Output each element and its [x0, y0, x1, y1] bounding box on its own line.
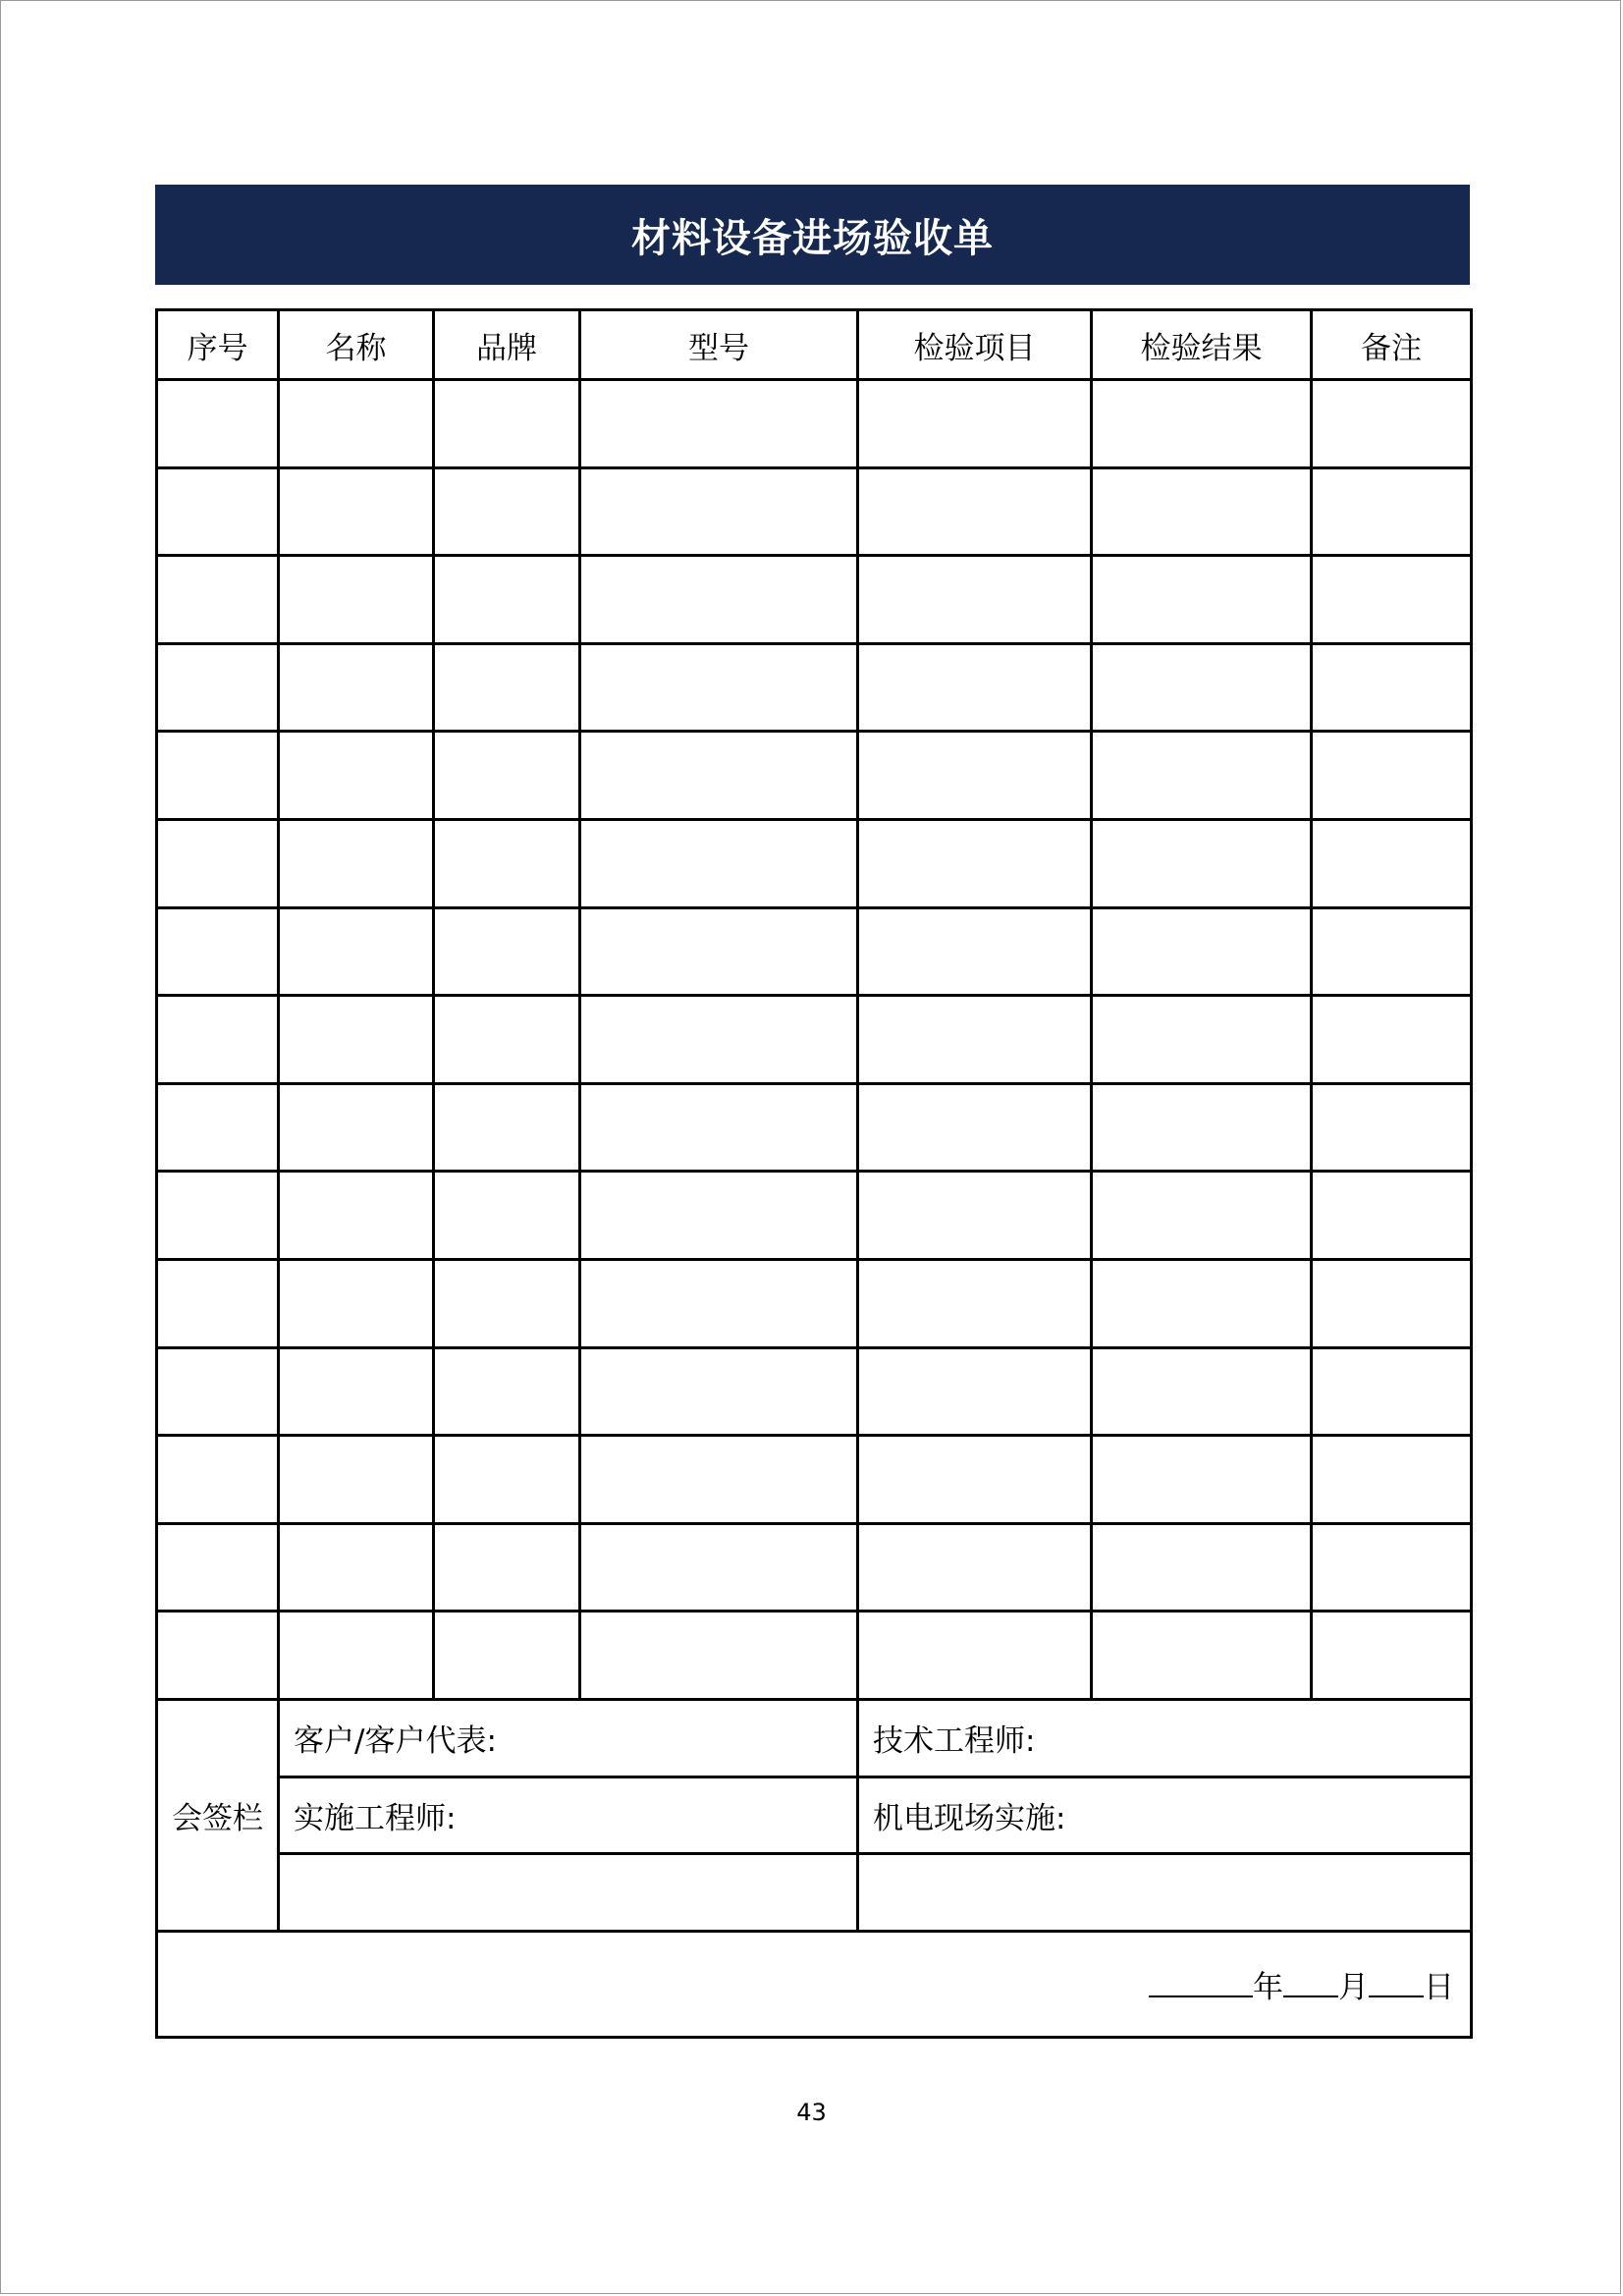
- inspection-item-cell[interactable]: [858, 732, 1092, 820]
- inspection-item-cell[interactable]: [858, 907, 1092, 996]
- inspection-item-cell[interactable]: [858, 996, 1092, 1084]
- brand-cell[interactable]: [434, 996, 580, 1084]
- inspection-item-cell[interactable]: [858, 643, 1092, 732]
- model-cell[interactable]: [580, 1523, 858, 1612]
- table-row: [157, 907, 1472, 996]
- remarks-cell[interactable]: [1312, 819, 1472, 907]
- name-cell[interactable]: [279, 1523, 434, 1612]
- brand-cell[interactable]: [434, 1172, 580, 1260]
- name-cell[interactable]: [279, 556, 434, 644]
- remarks-cell[interactable]: [1312, 1612, 1472, 1700]
- serial-number-cell[interactable]: [157, 1612, 279, 1700]
- remarks-cell[interactable]: [1312, 467, 1472, 556]
- inspection-result-cell[interactable]: [1092, 732, 1312, 820]
- serial-number-cell[interactable]: [157, 1347, 279, 1436]
- table-row: [157, 643, 1472, 732]
- inspection-result-cell[interactable]: [1092, 1172, 1312, 1260]
- model-cell[interactable]: [580, 1347, 858, 1436]
- inspection-result-cell[interactable]: [1092, 380, 1312, 468]
- table-row: [157, 380, 1472, 468]
- remarks-cell[interactable]: [1312, 1259, 1472, 1347]
- brand-cell[interactable]: [434, 819, 580, 907]
- signature-section: [157, 1699, 1472, 2037]
- table-row: [157, 1436, 1472, 1524]
- brand-cell[interactable]: [434, 556, 580, 644]
- serial-number-cell[interactable]: [157, 819, 279, 907]
- remarks-cell[interactable]: [1312, 1347, 1472, 1436]
- remarks-cell[interactable]: [1312, 1083, 1472, 1172]
- serial-number-cell[interactable]: [157, 556, 279, 644]
- signature-row-3: [157, 1854, 1472, 1932]
- model-cell[interactable]: [580, 996, 858, 1084]
- table-row: [157, 1612, 1472, 1700]
- inspection-item-cell[interactable]: [858, 1436, 1092, 1524]
- year-label: 年: [1253, 1969, 1283, 2005]
- header-brand: 品牌: [434, 310, 580, 380]
- table-row: [157, 1523, 1472, 1612]
- brand-cell[interactable]: [434, 1523, 580, 1612]
- remarks-cell[interactable]: [1312, 732, 1472, 820]
- model-cell[interactable]: [580, 1612, 858, 1700]
- table-row: [157, 732, 1472, 820]
- serial-number-cell[interactable]: [157, 380, 279, 468]
- tech-engineer-signature-field[interactable]: 技术工程师:: [858, 1699, 1472, 1777]
- brand-cell[interactable]: [434, 467, 580, 556]
- name-cell[interactable]: [279, 1436, 434, 1524]
- name-cell[interactable]: [279, 467, 434, 556]
- inspection-item-cell[interactable]: [858, 819, 1092, 907]
- inspection-item-cell[interactable]: [858, 380, 1092, 468]
- signature-row-1: [157, 1699, 1472, 1777]
- serial-number-cell[interactable]: [157, 907, 279, 996]
- header-serial-number: 序号: [157, 310, 279, 380]
- inspection-result-cell[interactable]: [1092, 996, 1312, 1084]
- month-blank[interactable]: [1283, 1966, 1338, 1997]
- signature-row-2: [157, 1777, 1472, 1854]
- remarks-cell[interactable]: [1312, 1523, 1472, 1612]
- brand-cell[interactable]: [434, 1436, 580, 1524]
- name-cell[interactable]: [279, 996, 434, 1084]
- header-remarks: 备注: [1312, 310, 1472, 380]
- brand-cell[interactable]: [434, 1259, 580, 1347]
- inspection-item-cell[interactable]: [858, 556, 1092, 644]
- inspection-item-cell[interactable]: [858, 1259, 1092, 1347]
- serial-number-cell[interactable]: [157, 1436, 279, 1524]
- remarks-cell[interactable]: [1312, 556, 1472, 644]
- inspection-result-cell[interactable]: [1092, 819, 1312, 907]
- month-label: 月: [1338, 1969, 1369, 2005]
- remarks-cell[interactable]: [1312, 1436, 1472, 1524]
- remarks-cell[interactable]: [1312, 643, 1472, 732]
- page-number: 43: [796, 2099, 827, 2126]
- header-inspection-item: 检验项目: [858, 310, 1092, 380]
- inspection-result-cell[interactable]: [1092, 1523, 1312, 1612]
- inspection-result-cell[interactable]: [1092, 556, 1312, 644]
- impl-engineer-signature-field[interactable]: 实施工程师:: [279, 1777, 858, 1854]
- day-label: 日: [1424, 1969, 1454, 2005]
- inspection-result-cell[interactable]: [1092, 1436, 1312, 1524]
- header-inspection-result: 检验结果: [1092, 310, 1312, 380]
- serial-number-cell[interactable]: [157, 1083, 279, 1172]
- table-row: [157, 819, 1472, 907]
- table-row: [157, 996, 1472, 1084]
- name-cell[interactable]: [279, 907, 434, 996]
- model-cell[interactable]: [580, 643, 858, 732]
- table-row: [157, 1172, 1472, 1260]
- form-title: 材料设备进场验收单: [631, 215, 994, 261]
- model-cell[interactable]: [580, 1436, 858, 1524]
- brand-cell[interactable]: [434, 1612, 580, 1700]
- model-cell[interactable]: [580, 380, 858, 468]
- inspection-item-cell[interactable]: [858, 1347, 1092, 1436]
- inspection-result-cell[interactable]: [1092, 1259, 1312, 1347]
- model-cell[interactable]: [580, 1259, 858, 1347]
- brand-cell[interactable]: [434, 643, 580, 732]
- serial-number-cell[interactable]: [157, 643, 279, 732]
- data-rows: [157, 380, 1472, 1700]
- date-row: [157, 1931, 1472, 2037]
- header-name: 名称: [279, 310, 434, 380]
- name-cell[interactable]: [279, 643, 434, 732]
- name-cell[interactable]: [279, 1259, 434, 1347]
- signature-section-label: 会签栏: [157, 1699, 279, 1931]
- table-row: [157, 467, 1472, 556]
- serial-number-cell[interactable]: [157, 467, 279, 556]
- acceptance-form-table: [155, 308, 1473, 2039]
- inspection-result-cell[interactable]: [1092, 907, 1312, 996]
- name-cell[interactable]: [279, 732, 434, 820]
- brand-cell[interactable]: [434, 907, 580, 996]
- name-cell[interactable]: [279, 1347, 434, 1436]
- inspection-result-cell[interactable]: [1092, 643, 1312, 732]
- header-model: 型号: [580, 310, 858, 380]
- title-banner: [155, 185, 1470, 285]
- inspection-result-cell[interactable]: [1092, 1083, 1312, 1172]
- model-cell[interactable]: [580, 1172, 858, 1260]
- year-blank[interactable]: [1149, 1966, 1253, 1997]
- serial-number-cell[interactable]: [157, 1172, 279, 1260]
- model-cell[interactable]: [580, 732, 858, 820]
- mep-site-signature-field[interactable]: 机电现场实施:: [858, 1777, 1472, 1854]
- brand-cell[interactable]: [434, 732, 580, 820]
- table-row: [157, 1083, 1472, 1172]
- inspection-item-cell[interactable]: [858, 467, 1092, 556]
- day-blank[interactable]: [1369, 1966, 1424, 1997]
- model-cell[interactable]: [580, 819, 858, 907]
- inspection-item-cell[interactable]: [858, 1612, 1092, 1700]
- date-field: [157, 1931, 1472, 2037]
- serial-number-cell[interactable]: [157, 1259, 279, 1347]
- table-row: [157, 1259, 1472, 1347]
- name-cell[interactable]: [279, 1612, 434, 1700]
- remarks-cell[interactable]: [1312, 380, 1472, 468]
- inspection-result-cell[interactable]: [1092, 1347, 1312, 1436]
- inspection-item-cell[interactable]: [858, 1172, 1092, 1260]
- blank-signature-field-left[interactable]: [279, 1854, 858, 1932]
- brand-cell[interactable]: [434, 1347, 580, 1436]
- header-row: [157, 310, 1472, 380]
- remarks-cell[interactable]: [1312, 996, 1472, 1084]
- name-cell[interactable]: [279, 1083, 434, 1172]
- name-cell[interactable]: [279, 380, 434, 468]
- brand-cell[interactable]: [434, 380, 580, 468]
- customer-signature-field[interactable]: 客户/客户代表:: [279, 1699, 858, 1777]
- inspection-result-cell[interactable]: [1092, 1612, 1312, 1700]
- name-cell[interactable]: [279, 1172, 434, 1260]
- model-cell[interactable]: [580, 556, 858, 644]
- model-cell[interactable]: [580, 1083, 858, 1172]
- table-row: [157, 556, 1472, 644]
- table-row: [157, 1347, 1472, 1436]
- remarks-cell[interactable]: [1312, 1172, 1472, 1260]
- model-cell[interactable]: [580, 907, 858, 996]
- inspection-result-cell[interactable]: [1092, 467, 1312, 556]
- remarks-cell[interactable]: [1312, 907, 1472, 996]
- inspection-item-cell[interactable]: [858, 1083, 1092, 1172]
- brand-cell[interactable]: [434, 1083, 580, 1172]
- serial-number-cell[interactable]: [157, 1523, 279, 1612]
- model-cell[interactable]: [580, 467, 858, 556]
- serial-number-cell[interactable]: [157, 732, 279, 820]
- blank-signature-field-right[interactable]: [858, 1854, 1472, 1932]
- name-cell[interactable]: [279, 819, 434, 907]
- inspection-item-cell[interactable]: [858, 1523, 1092, 1612]
- serial-number-cell[interactable]: [157, 996, 279, 1084]
